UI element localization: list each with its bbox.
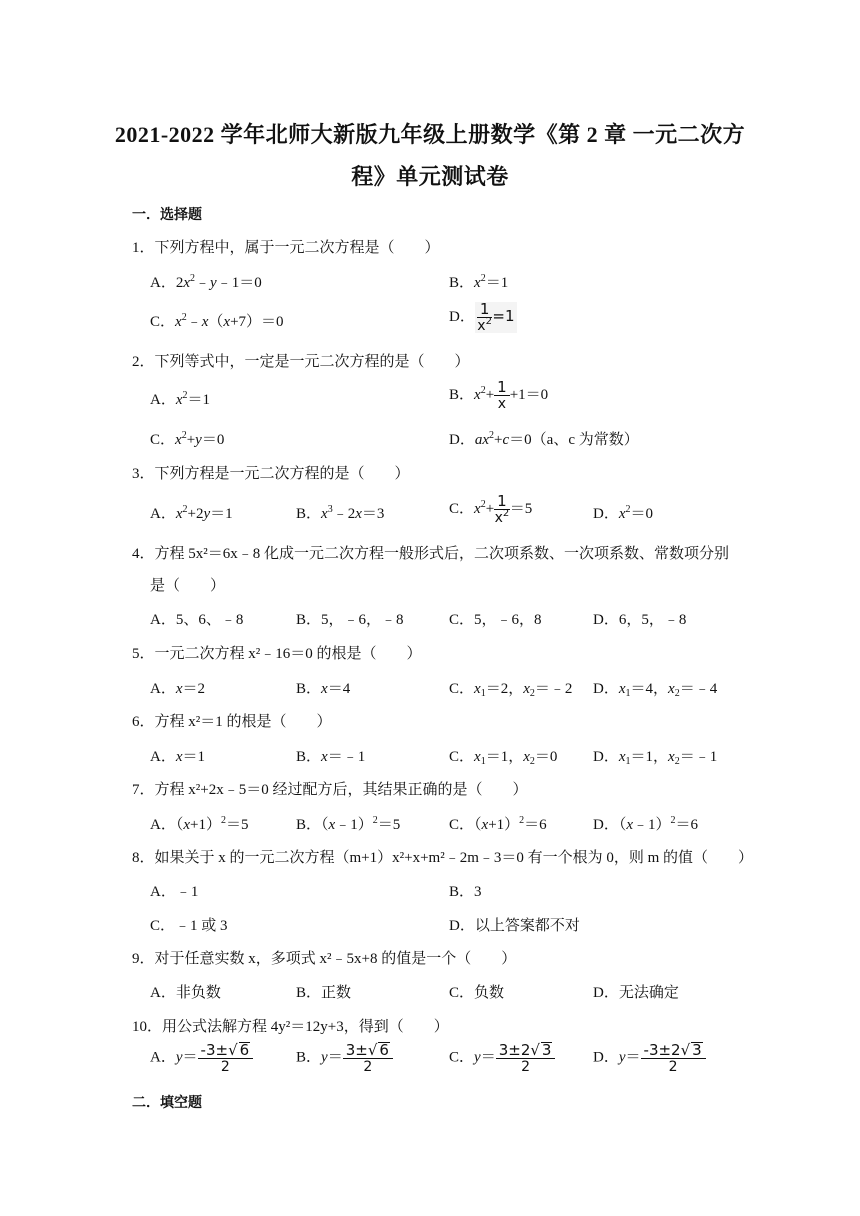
question-8-stem: 8．如果关于 x 的一元二次方程（m+1）x²+x+m²﹣2m﹣3＝0 有一个根为 0，则 m 的值（ ） xyxy=(132,850,754,866)
question-9-stem: 9．对于任意实数 x，多项式 x²﹣5x+8 的值是一个（ ） xyxy=(132,951,517,967)
question-4-option-a: A．5、6、﹣8 xyxy=(150,612,244,628)
question-3-option-d: D．$x^2=0$ xyxy=(593,504,654,522)
question-5-option-a: A．x＝2 xyxy=(150,681,206,697)
question-1-option-c: C．$x^2﹣x(x+7)=0$ xyxy=(150,312,284,330)
question-2-stem: 2．下列等式中，一定是一元二次方程的是（ ） xyxy=(132,354,470,370)
question-3-option-b: B．$x^3﹣2x=3$ xyxy=(296,504,385,522)
question-2-option-a: A．$x^2=1$ xyxy=(150,390,211,408)
question-10-option-d: D．y＝ $\frac{-3\pm 2√ 3}{2}$ xyxy=(593,1042,706,1074)
question-8-option-b: B．3 xyxy=(449,884,482,900)
question-7-option-c: C．$(x+1)^2=6$ xyxy=(449,815,547,833)
question-4-option-d: D．6，5，﹣8 xyxy=(593,612,687,628)
question-4-option-b: B．5，﹣6，﹣8 xyxy=(296,612,404,628)
question-6-stem: 6．方程 x²＝1 的根是（ ） xyxy=(132,714,332,730)
question-4-stem: 4．方程 5x²＝6x﹣8 化成一元二次方程一般形式后，二次项系数、一次项系数、常数项分别 xyxy=(132,546,730,562)
question-10-stem: 10．用公式法解方程 4y²＝12y+3，得到（ ） xyxy=(132,1019,449,1035)
question-10-option-b: B．y＝ $\frac{3\pm√ 6}{2}$ xyxy=(296,1042,393,1074)
question-8-option-a: A．﹣1 xyxy=(150,884,199,900)
question-1-option-d: D． $\frac{1}{x^2}$ =1 xyxy=(449,300,515,334)
question-8-option-c: C．﹣1 或 3 xyxy=(150,918,228,934)
question-5-option-b: B．x＝4 xyxy=(296,681,351,697)
question-6-option-d: D．$x_1=1$，$x_2=﹣1$ xyxy=(593,749,718,767)
question-2-option-d: D．$ax^2+c=0(a$、c 为常数） xyxy=(449,430,639,448)
question-1-option-b: B．$x^2=1$ xyxy=(449,273,509,291)
question-2-option-c: C．$x^2+y=0$ xyxy=(150,430,225,448)
question-6-option-c: C．$x_1=1$，$x_2=0$ xyxy=(449,749,558,767)
question-6-option-b: B．x＝﹣1 xyxy=(296,749,366,765)
section-fill-heading: 二．填空题 xyxy=(132,1096,202,1111)
question-9-option-a: A．非负数 xyxy=(150,985,221,1001)
question-10-option-c: C．y＝ $\frac{3\pm 2√ 3}{2}$ xyxy=(449,1042,555,1074)
question-5-option-c: C．$x_1=2$，$x_2=﹣2$ xyxy=(449,681,573,699)
question-7-option-d: D．（x﹣1）$^2$＝6 xyxy=(593,815,699,833)
question-7-option-b: B．（x﹣1）$^2$＝5 xyxy=(296,815,401,833)
page-title-line1: 2021-2022 学年北师大新版九年级上册数学《第 2 章 一元二次方 xyxy=(114,122,746,147)
question-1-option-a: A．$2x^2﹣y﹣1=0$ xyxy=(150,273,262,291)
question-3-stem: 3．下列方程是一元二次方程的是（ ） xyxy=(132,466,410,482)
question-8-option-d: D．以上答案都不对 xyxy=(449,918,580,934)
question-10-option-a: A．y＝ $\frac{-3\pm√ 6}{2}$ xyxy=(150,1042,253,1074)
section-choice-heading: 一．选择题 xyxy=(132,208,202,223)
question-3-option-c: C．$x^2+$ $\frac{1}{x^2}$ ＝5 xyxy=(449,492,533,526)
fraction-image: $\frac{1}{x^2}$ =1 xyxy=(475,302,517,333)
question-6-option-a: A．x＝1 xyxy=(150,749,206,765)
question-5-option-d: D．$x_1=4$，$x_2=﹣4$ xyxy=(593,681,718,699)
question-7-stem: 7．方程 x²+2x﹣5＝0 经过配方后，其结果正确的是（ ） xyxy=(132,782,528,798)
question-9-option-b: B．正数 xyxy=(296,985,352,1001)
question-9-option-d: D．无法确定 xyxy=(593,985,679,1001)
question-4-option-c: C．5，﹣6，8 xyxy=(449,612,542,628)
question-1-stem: 1．下列方程中，属于一元二次方程是（ ） xyxy=(132,240,440,256)
question-9-option-c: C．负数 xyxy=(449,985,505,1001)
question-2-option-b: B．$x^2+$ $\frac{1}{x}$ +1＝0 xyxy=(449,378,549,412)
question-7-option-a: A．$(x+1)^2=5$ xyxy=(150,815,249,833)
question-5-stem: 5．一元二次方程 x²﹣16＝0 的根是（ ） xyxy=(132,646,422,662)
question-4-stem-cont: 是（ ） xyxy=(150,578,226,594)
question-3-option-a: A．$x^2+2y=1$ xyxy=(150,504,233,522)
page-title-line2: 程》单元测试卷 xyxy=(351,164,509,189)
